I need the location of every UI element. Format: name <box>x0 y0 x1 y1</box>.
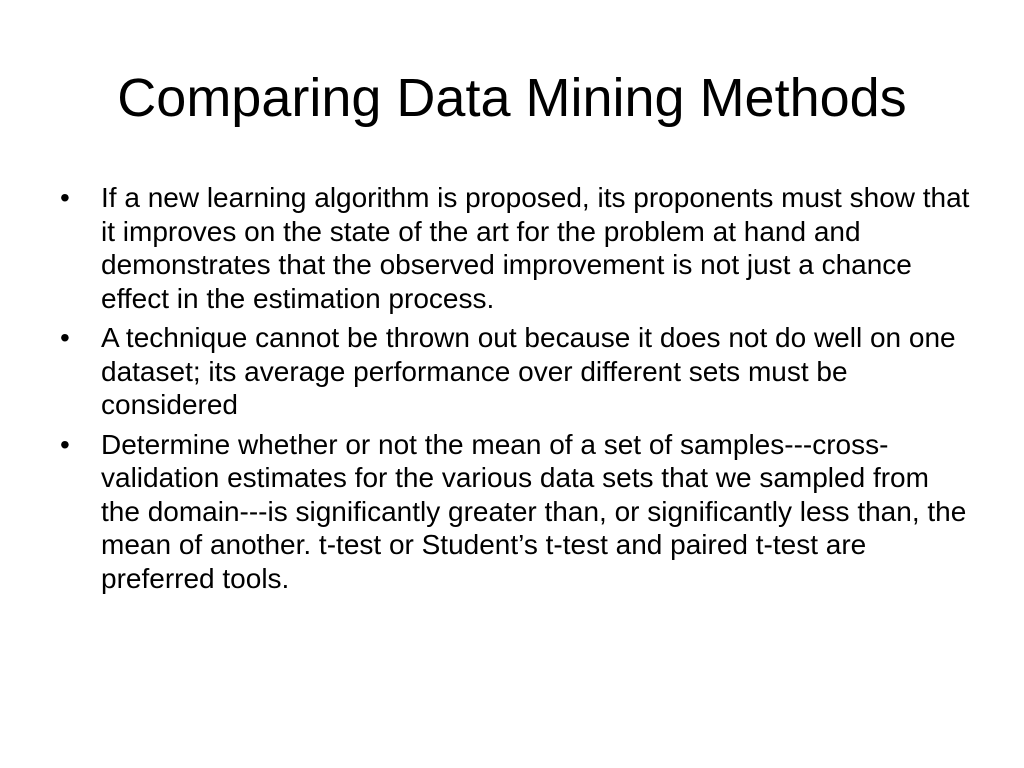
bullet-icon: • <box>60 322 70 353</box>
bullet-icon: • <box>60 428 70 460</box>
bullet-item <box>60 428 970 596</box>
bullet-icon: • <box>60 182 70 213</box>
bullet-text: Determine whether or not the mean of a set of samples---cross-validation estimates for the various data sets that we sampled from the domain---is significantly greater than, or significantly less than, the mean of another. t-test or Student’s t-test and paired t-test are preferred tools. <box>101 428 967 594</box>
bullet-list <box>60 181 970 601</box>
bullet-text: If a new learning algorithm is proposed, its proponents must show that it improves on the state of the art for the problem at hand and demonstrates that the observed improvement is not just a chance effect in the estimation process. <box>101 182 970 314</box>
bullet-item <box>60 181 970 315</box>
slide-title: Comparing Data Mining Methods <box>117 68 907 128</box>
bullet-text: A technique cannot be thrown out because it does not do well on one dataset; its average performance over different sets must be considered <box>101 322 956 420</box>
bullet-item <box>60 321 970 422</box>
